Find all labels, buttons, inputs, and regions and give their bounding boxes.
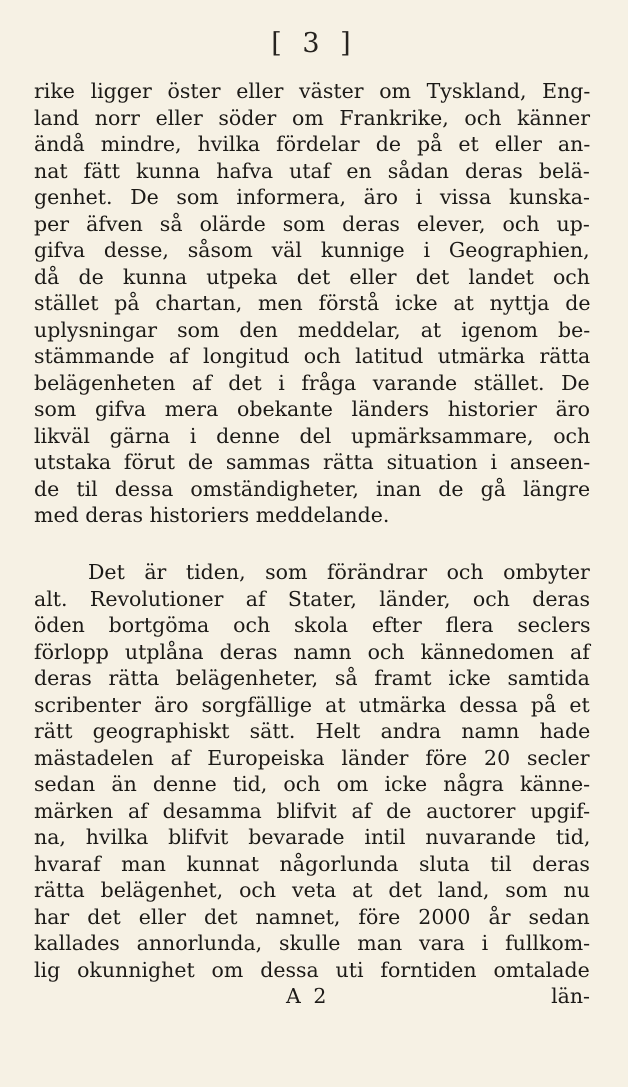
text-line: uplysningar som den meddelar, at igenom be-	[34, 317, 591, 342]
text-line: Det är tiden, som förändrar och ombyter	[88, 560, 590, 584]
text-line: deras rätta belägenheter, så framt icke samtida	[34, 666, 590, 690]
text-line: genhet. De som informera, äro i vissa kunska-	[34, 185, 590, 209]
text-line: hvaraf man kunnat någorlunda sluta til deras	[34, 851, 590, 876]
paragraph-1	[34, 78, 590, 529]
text-line: kallades annorlunda, skulle man vara i fullkom-	[34, 931, 591, 955]
text-line: stämmande af longitud och latitud utmärka rätta	[34, 344, 591, 368]
text-line: har det eller det namnet, före 2000 år sedan	[34, 904, 590, 929]
text-line: förlopp utplåna deras namn och kännedomen af	[34, 639, 590, 664]
text-line: alt. Revolutioner af Stater, länder, och deras	[34, 586, 591, 611]
text-line: stället på chartan, men förstå icke at nyttja de	[34, 291, 591, 315]
text-line: nat fätt kunna hafva utaf en sådan deras belä-	[34, 158, 590, 183]
text-line: na, hvilka blifvit bevarade intil nuvarande tid,	[34, 825, 591, 849]
page-number: [ 3 ]	[271, 28, 357, 59]
text-line: rätt geographiskt sätt. Helt andra namn hade	[34, 719, 591, 743]
page-footer	[0, 984, 628, 1012]
text-line: belägenheten af det i fråga varande stället. De	[34, 370, 590, 395]
text-line: land norr eller söder om Frankrike, och känner	[34, 105, 591, 130]
signature-mark: A 2	[286, 984, 330, 1008]
text-line: som gifva mera obekante länders historier äro	[34, 397, 590, 421]
text-line: per äfven så olärde som deras elever, och up-	[34, 211, 590, 236]
text-line: de til dessa omständigheter, inan de gå längre	[34, 476, 591, 501]
text-line: märken af desamma blifvit af de auctorer upgif-	[34, 798, 591, 823]
text-line: lig okunnighet om dessa uti forntiden omtalade	[34, 957, 590, 982]
text-line: med deras historiers meddelande.	[34, 503, 390, 527]
text-line: utstaka förut de sammas rätta situation i anseen-	[34, 450, 591, 474]
text-line: gifva desse, såsom väl kunnige i Geographien,	[34, 238, 590, 262]
catchword: län-	[551, 984, 590, 1008]
paragraph-2	[34, 559, 590, 983]
text-line: då de kunna utpeka det eller det landet och	[34, 264, 590, 289]
text-line: rätta belägenhet, och veta at det land, som nu	[34, 878, 590, 902]
text-line: scribenter äro sorgfällige at utmärka dessa på et	[34, 692, 590, 717]
text-line: ändå mindre, hvilka fördelar de på et eller an-	[34, 132, 591, 156]
text-line: sedan än denne tid, och om icke några känne-	[34, 772, 591, 796]
text-line: öden bortgöma och skola efter flera seclers	[34, 613, 591, 637]
text-line: mästadelen af Europeiska länder före 20 secler	[34, 745, 590, 770]
text-line: likväl gärna i denne del upmärksammare, och	[34, 423, 591, 448]
text-line: rike ligger öster eller väster om Tyskland, Eng-	[34, 79, 591, 103]
